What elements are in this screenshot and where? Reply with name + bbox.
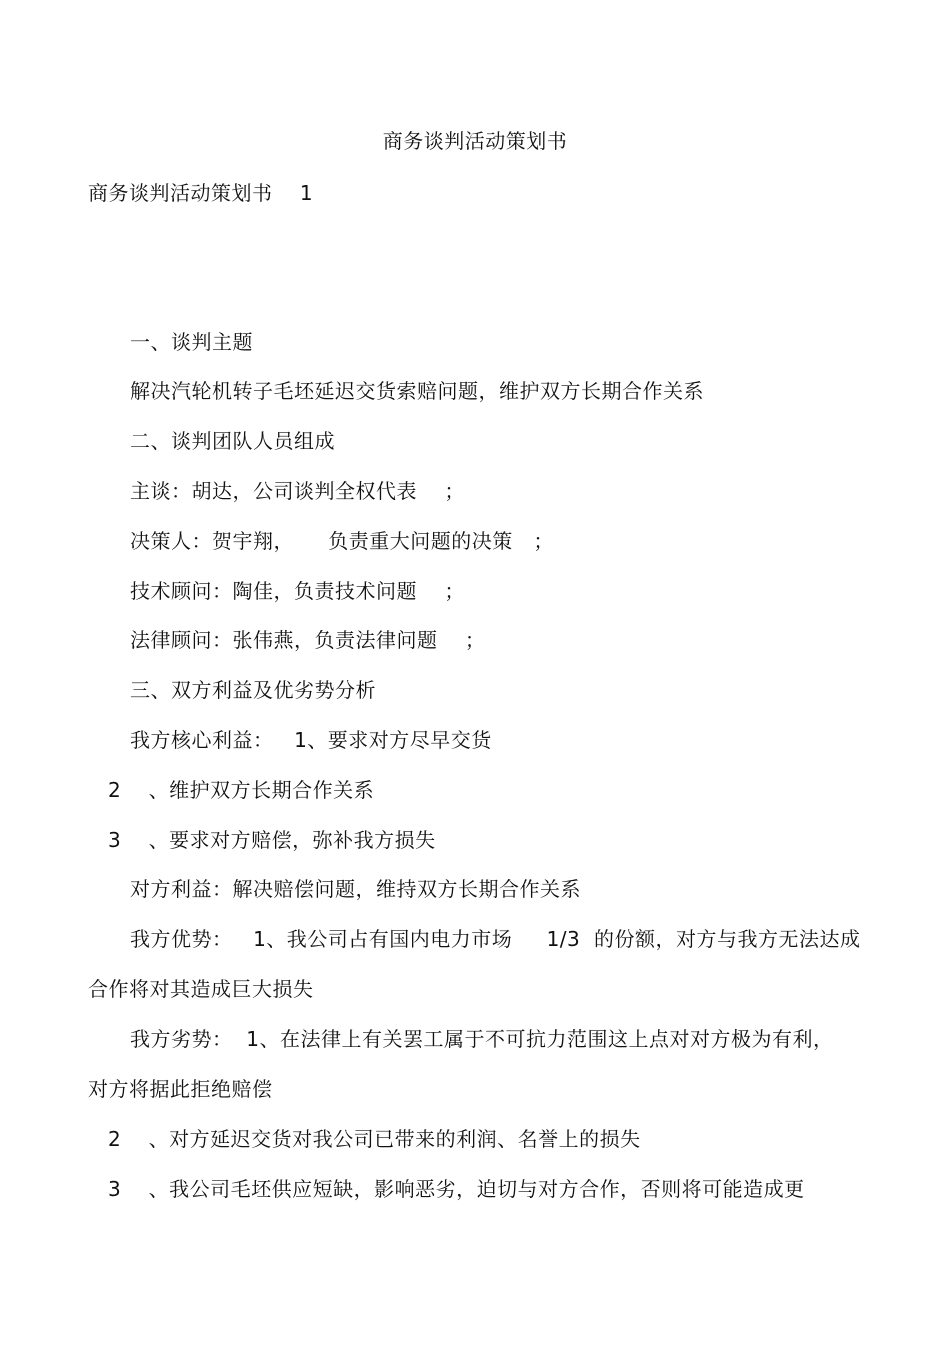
body-text-line: 对方将据此拒绝赔偿 [88,1077,273,1101]
section-heading-2: 二、谈判团队人员组成 [130,429,335,453]
body-text-line: 合作将对其造成巨大损失 [88,977,314,1001]
body-text-line: 2 、维护双方长期合作关系 [108,778,375,802]
document-title: 商务谈判活动策划书 [382,129,568,153]
body-text-line: 法律顾问：张伟燕，负责法律问题 ； [130,628,486,652]
body-text-line: 2 、对方延迟交货对我公司已带来的利润、名誉上的损失 [108,1127,641,1151]
body-text-line: 3 、我公司毛坯供应短缺，影响恶劣，迫切与对方合作，否则将可能造成更 [108,1177,805,1201]
body-text-line: 我方劣势： 1、在法律上有关罢工属于不可抗力范围这上点对对方极为有利， [130,1027,834,1051]
section-heading-1: 一、谈判主题 [130,330,253,354]
body-text-line: 对方利益：解决赔偿问题，维持双方长期合作关系 [130,877,581,901]
document-subtitle: 商务谈判活动策划书 1 [88,181,314,205]
body-text-line: 解决汽轮机转子毛坯延迟交货索赔问题，维护双方长期合作关系 [130,379,704,403]
body-text-line: 主谈：胡达，公司谈判全权代表 ； [130,479,465,503]
body-text-line: 技术顾问：陶佳，负责技术问题 ； [130,579,465,603]
section-heading-3: 三、双方利益及优劣势分析 [130,678,376,702]
body-text-line: 3 、要求对方赔偿，弥补我方损失 [108,828,436,852]
body-text-line: 决策人：贺宇翔， 负责重大问题的决策 ； [130,529,554,553]
body-text-line: 我方优势： 1、我公司占有国内电力市场 1/3 的份额，对方与我方无法达成 [130,927,861,951]
body-text-line: 我方核心利益： 1、要求对方尽早交货 [130,728,492,752]
